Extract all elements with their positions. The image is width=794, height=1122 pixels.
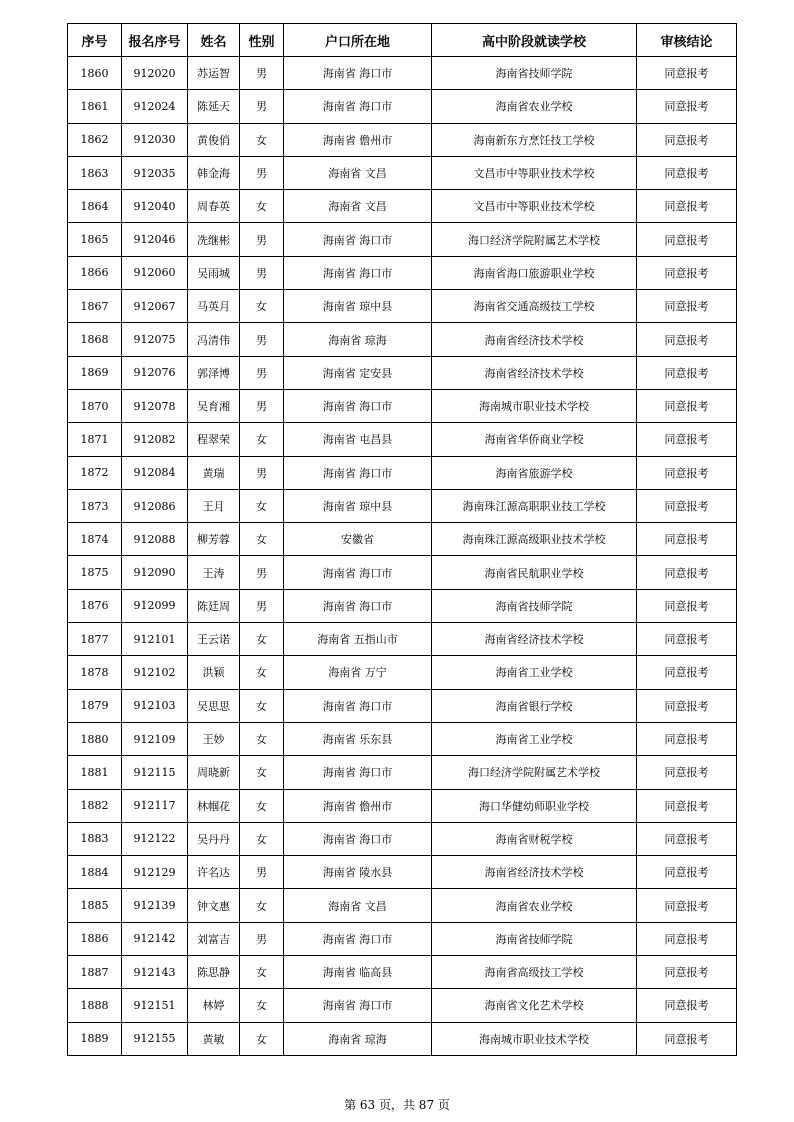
cell-seq: 1873 bbox=[68, 489, 122, 522]
table-row bbox=[68, 123, 737, 156]
cell-reg-no: 912103 bbox=[122, 689, 188, 722]
page-footer: 第 63 页，共 87 页 bbox=[344, 1098, 450, 1112]
cell-school: 海南省技师学院 bbox=[432, 922, 637, 955]
cell-conclusion: 同意报考 bbox=[637, 290, 737, 323]
table-row bbox=[68, 756, 737, 789]
cell-conclusion: 同意报考 bbox=[637, 123, 737, 156]
cell-seq: 1862 bbox=[68, 123, 122, 156]
cell-residence: 海南省 儋州市 bbox=[284, 789, 432, 822]
cell-name: 吴思思 bbox=[188, 689, 240, 722]
cell-reg-no: 912143 bbox=[122, 956, 188, 989]
cell-seq: 1864 bbox=[68, 190, 122, 223]
cell-name: 韩金海 bbox=[188, 156, 240, 189]
cell-residence: 海南省 万宁 bbox=[284, 656, 432, 689]
cell-residence: 海南省 陵水县 bbox=[284, 856, 432, 889]
table-row bbox=[68, 689, 737, 722]
cell-reg-no: 912155 bbox=[122, 1022, 188, 1055]
table-row bbox=[68, 623, 737, 656]
cell-reg-no: 912090 bbox=[122, 556, 188, 589]
cell-residence: 海南省 儋州市 bbox=[284, 123, 432, 156]
cell-reg-no: 912075 bbox=[122, 323, 188, 356]
cell-name: 许名达 bbox=[188, 856, 240, 889]
table-row bbox=[68, 256, 737, 289]
table-row bbox=[68, 856, 737, 889]
cell-gender: 女 bbox=[240, 290, 284, 323]
cell-residence: 海南省 海口市 bbox=[284, 556, 432, 589]
cell-school: 海南省海口旅游职业学校 bbox=[432, 256, 637, 289]
cell-seq: 1879 bbox=[68, 689, 122, 722]
cell-reg-no: 912117 bbox=[122, 789, 188, 822]
cell-residence: 海南省 乐东县 bbox=[284, 722, 432, 755]
cell-school: 海南省华侨商业学校 bbox=[432, 423, 637, 456]
cell-gender: 女 bbox=[240, 822, 284, 855]
cell-reg-no: 912067 bbox=[122, 290, 188, 323]
cell-conclusion: 同意报考 bbox=[637, 90, 737, 123]
cell-conclusion: 同意报考 bbox=[637, 722, 737, 755]
cell-conclusion: 同意报考 bbox=[637, 856, 737, 889]
cell-residence: 海南省 海口市 bbox=[284, 223, 432, 256]
cell-name: 冯清伟 bbox=[188, 323, 240, 356]
cell-name: 陈思静 bbox=[188, 956, 240, 989]
cell-reg-no: 912115 bbox=[122, 756, 188, 789]
cell-residence: 安徽省 bbox=[284, 523, 432, 556]
cell-name: 吴丹丹 bbox=[188, 822, 240, 855]
table-row bbox=[68, 489, 737, 522]
cell-school: 海南省财税学校 bbox=[432, 822, 637, 855]
cell-gender: 男 bbox=[240, 856, 284, 889]
cell-residence: 海南省 琼中县 bbox=[284, 290, 432, 323]
cell-seq: 1865 bbox=[68, 223, 122, 256]
cell-name: 柳芳蓉 bbox=[188, 523, 240, 556]
cell-reg-no: 912060 bbox=[122, 256, 188, 289]
cell-residence: 海南省 文昌 bbox=[284, 190, 432, 223]
cell-school: 海口华健幼师职业学校 bbox=[432, 789, 637, 822]
table-row bbox=[68, 323, 737, 356]
table-row bbox=[68, 722, 737, 755]
cell-seq: 1884 bbox=[68, 856, 122, 889]
table-row bbox=[68, 1022, 737, 1055]
cell-name: 王涛 bbox=[188, 556, 240, 589]
cell-residence: 海南省 文昌 bbox=[284, 889, 432, 922]
cell-seq: 1869 bbox=[68, 356, 122, 389]
cell-gender: 男 bbox=[240, 922, 284, 955]
table-row bbox=[68, 989, 737, 1022]
cell-school: 海南省高级技工学校 bbox=[432, 956, 637, 989]
cell-reg-no: 912101 bbox=[122, 623, 188, 656]
cell-seq: 1871 bbox=[68, 423, 122, 456]
cell-gender: 女 bbox=[240, 623, 284, 656]
cell-seq: 1861 bbox=[68, 90, 122, 123]
cell-seq: 1880 bbox=[68, 722, 122, 755]
cell-gender: 女 bbox=[240, 789, 284, 822]
cell-conclusion: 同意报考 bbox=[637, 922, 737, 955]
cell-gender: 男 bbox=[240, 389, 284, 422]
cell-seq: 1886 bbox=[68, 922, 122, 955]
cell-conclusion: 同意报考 bbox=[637, 556, 737, 589]
cell-name: 陈延天 bbox=[188, 90, 240, 123]
header-gender: 性别 bbox=[240, 24, 284, 57]
cell-seq: 1889 bbox=[68, 1022, 122, 1055]
cell-reg-no: 912046 bbox=[122, 223, 188, 256]
cell-conclusion: 同意报考 bbox=[637, 656, 737, 689]
cell-conclusion: 同意报考 bbox=[637, 156, 737, 189]
cell-gender: 男 bbox=[240, 57, 284, 90]
cell-gender: 女 bbox=[240, 489, 284, 522]
cell-reg-no: 912129 bbox=[122, 856, 188, 889]
cell-school: 海南省工业学校 bbox=[432, 656, 637, 689]
table-row bbox=[68, 223, 737, 256]
cell-conclusion: 同意报考 bbox=[637, 323, 737, 356]
table-row bbox=[68, 556, 737, 589]
cell-conclusion: 同意报考 bbox=[637, 589, 737, 622]
cell-conclusion: 同意报考 bbox=[637, 223, 737, 256]
cell-residence: 海南省 文昌 bbox=[284, 156, 432, 189]
cell-seq: 1882 bbox=[68, 789, 122, 822]
table-row bbox=[68, 389, 737, 422]
cell-conclusion: 同意报考 bbox=[637, 389, 737, 422]
cell-school: 海南省农业学校 bbox=[432, 90, 637, 123]
table-row bbox=[68, 789, 737, 822]
cell-residence: 海南省 琼海 bbox=[284, 1022, 432, 1055]
cell-seq: 1881 bbox=[68, 756, 122, 789]
cell-name: 黄敏 bbox=[188, 1022, 240, 1055]
cell-name: 林帼花 bbox=[188, 789, 240, 822]
cell-school: 海南省民航职业学校 bbox=[432, 556, 637, 589]
cell-school: 海南省经济技术学校 bbox=[432, 356, 637, 389]
cell-residence: 海南省 海口市 bbox=[284, 589, 432, 622]
cell-residence: 海南省 屯昌县 bbox=[284, 423, 432, 456]
cell-school: 海南新东方烹饪技工学校 bbox=[432, 123, 637, 156]
header-name: 姓名 bbox=[188, 24, 240, 57]
cell-residence: 海南省 海口市 bbox=[284, 389, 432, 422]
cell-gender: 女 bbox=[240, 689, 284, 722]
cell-name: 王妙 bbox=[188, 722, 240, 755]
cell-conclusion: 同意报考 bbox=[637, 756, 737, 789]
cell-name: 王月 bbox=[188, 489, 240, 522]
table-row bbox=[68, 656, 737, 689]
cell-gender: 男 bbox=[240, 256, 284, 289]
cell-school: 海南省银行学校 bbox=[432, 689, 637, 722]
cell-school: 海南省技师学院 bbox=[432, 589, 637, 622]
cell-gender: 女 bbox=[240, 1022, 284, 1055]
cell-gender: 女 bbox=[240, 889, 284, 922]
cell-school: 文昌市中等职业技术学校 bbox=[432, 156, 637, 189]
cell-name: 黄俊俏 bbox=[188, 123, 240, 156]
table-row bbox=[68, 290, 737, 323]
cell-name: 王云诺 bbox=[188, 623, 240, 656]
cell-gender: 女 bbox=[240, 756, 284, 789]
table-row bbox=[68, 523, 737, 556]
cell-gender: 男 bbox=[240, 156, 284, 189]
cell-reg-no: 912024 bbox=[122, 90, 188, 123]
cell-conclusion: 同意报考 bbox=[637, 523, 737, 556]
cell-gender: 女 bbox=[240, 123, 284, 156]
cell-conclusion: 同意报考 bbox=[637, 623, 737, 656]
cell-seq: 1870 bbox=[68, 389, 122, 422]
cell-name: 吴育湘 bbox=[188, 389, 240, 422]
cell-conclusion: 同意报考 bbox=[637, 356, 737, 389]
table-row bbox=[68, 956, 737, 989]
table-row bbox=[68, 57, 737, 90]
table-row bbox=[68, 922, 737, 955]
cell-seq: 1885 bbox=[68, 889, 122, 922]
cell-gender: 男 bbox=[240, 90, 284, 123]
cell-school: 海南省经济技术学校 bbox=[432, 856, 637, 889]
cell-conclusion: 同意报考 bbox=[637, 489, 737, 522]
cell-school: 海南省文化艺术学校 bbox=[432, 989, 637, 1022]
table-row bbox=[68, 156, 737, 189]
cell-name: 林婷 bbox=[188, 989, 240, 1022]
cell-seq: 1860 bbox=[68, 57, 122, 90]
cell-school: 文昌市中等职业技术学校 bbox=[432, 190, 637, 223]
cell-conclusion: 同意报考 bbox=[637, 456, 737, 489]
cell-residence: 海南省 海口市 bbox=[284, 689, 432, 722]
cell-school: 海南城市职业技术学校 bbox=[432, 389, 637, 422]
table-row bbox=[68, 589, 737, 622]
cell-gender: 男 bbox=[240, 323, 284, 356]
cell-name: 程翠荣 bbox=[188, 423, 240, 456]
cell-conclusion: 同意报考 bbox=[637, 190, 737, 223]
cell-conclusion: 同意报考 bbox=[637, 956, 737, 989]
cell-school: 海南省工业学校 bbox=[432, 722, 637, 755]
table-row bbox=[68, 822, 737, 855]
cell-gender: 男 bbox=[240, 356, 284, 389]
table-row bbox=[68, 190, 737, 223]
cell-reg-no: 912088 bbox=[122, 523, 188, 556]
cell-gender: 男 bbox=[240, 223, 284, 256]
cell-gender: 男 bbox=[240, 589, 284, 622]
cell-reg-no: 912035 bbox=[122, 156, 188, 189]
cell-seq: 1872 bbox=[68, 456, 122, 489]
cell-name: 周晓新 bbox=[188, 756, 240, 789]
cell-seq: 1866 bbox=[68, 256, 122, 289]
cell-reg-no: 912020 bbox=[122, 57, 188, 90]
cell-name: 周春英 bbox=[188, 190, 240, 223]
cell-reg-no: 912099 bbox=[122, 589, 188, 622]
cell-name: 郭泽博 bbox=[188, 356, 240, 389]
cell-school: 海南省技师学院 bbox=[432, 57, 637, 90]
table-row bbox=[68, 356, 737, 389]
header-residence: 户口所在地 bbox=[284, 24, 432, 57]
cell-residence: 海南省 海口市 bbox=[284, 822, 432, 855]
table-row bbox=[68, 889, 737, 922]
cell-name: 吴雨城 bbox=[188, 256, 240, 289]
cell-school: 海南珠江源高级职业技术学校 bbox=[432, 523, 637, 556]
table-header-row bbox=[68, 24, 737, 57]
cell-seq: 1878 bbox=[68, 656, 122, 689]
table-row bbox=[68, 423, 737, 456]
cell-reg-no: 912139 bbox=[122, 889, 188, 922]
cell-conclusion: 同意报考 bbox=[637, 423, 737, 456]
cell-gender: 女 bbox=[240, 423, 284, 456]
cell-seq: 1863 bbox=[68, 156, 122, 189]
cell-residence: 海南省 海口市 bbox=[284, 90, 432, 123]
cell-conclusion: 同意报考 bbox=[637, 889, 737, 922]
cell-name: 刘富吉 bbox=[188, 922, 240, 955]
cell-name: 黄瑞 bbox=[188, 456, 240, 489]
cell-conclusion: 同意报考 bbox=[637, 689, 737, 722]
cell-gender: 女 bbox=[240, 956, 284, 989]
cell-reg-no: 912040 bbox=[122, 190, 188, 223]
cell-residence: 海南省 海口市 bbox=[284, 756, 432, 789]
cell-school: 海南省农业学校 bbox=[432, 889, 637, 922]
cell-reg-no: 912084 bbox=[122, 456, 188, 489]
cell-reg-no: 912122 bbox=[122, 822, 188, 855]
cell-reg-no: 912151 bbox=[122, 989, 188, 1022]
cell-school: 海南省经济技术学校 bbox=[432, 623, 637, 656]
table-row bbox=[68, 456, 737, 489]
header-conclusion: 审核结论 bbox=[637, 24, 737, 57]
cell-seq: 1868 bbox=[68, 323, 122, 356]
cell-gender: 女 bbox=[240, 190, 284, 223]
cell-seq: 1887 bbox=[68, 956, 122, 989]
cell-residence: 海南省 海口市 bbox=[284, 256, 432, 289]
roster-table bbox=[67, 23, 737, 1056]
cell-reg-no: 912086 bbox=[122, 489, 188, 522]
cell-seq: 1876 bbox=[68, 589, 122, 622]
cell-residence: 海南省 琼中县 bbox=[284, 489, 432, 522]
cell-residence: 海南省 临高县 bbox=[284, 956, 432, 989]
cell-name: 冼继彬 bbox=[188, 223, 240, 256]
cell-name: 钟文惠 bbox=[188, 889, 240, 922]
cell-gender: 女 bbox=[240, 523, 284, 556]
cell-school: 海口经济学院附属艺术学校 bbox=[432, 223, 637, 256]
cell-gender: 男 bbox=[240, 456, 284, 489]
cell-conclusion: 同意报考 bbox=[637, 1022, 737, 1055]
cell-reg-no: 912030 bbox=[122, 123, 188, 156]
table-row bbox=[68, 90, 737, 123]
cell-residence: 海南省 定安县 bbox=[284, 356, 432, 389]
cell-name: 苏运智 bbox=[188, 57, 240, 90]
cell-residence: 海南省 海口市 bbox=[284, 456, 432, 489]
cell-seq: 1877 bbox=[68, 623, 122, 656]
cell-school: 海南省交通高级技工学校 bbox=[432, 290, 637, 323]
cell-residence: 海南省 五指山市 bbox=[284, 623, 432, 656]
cell-residence: 海南省 海口市 bbox=[284, 57, 432, 90]
cell-gender: 女 bbox=[240, 989, 284, 1022]
cell-seq: 1874 bbox=[68, 523, 122, 556]
cell-seq: 1875 bbox=[68, 556, 122, 589]
cell-seq: 1883 bbox=[68, 822, 122, 855]
cell-residence: 海南省 海口市 bbox=[284, 989, 432, 1022]
cell-gender: 女 bbox=[240, 656, 284, 689]
cell-reg-no: 912109 bbox=[122, 722, 188, 755]
cell-gender: 男 bbox=[240, 556, 284, 589]
cell-school: 海南省经济技术学校 bbox=[432, 323, 637, 356]
cell-seq: 1867 bbox=[68, 290, 122, 323]
cell-conclusion: 同意报考 bbox=[637, 822, 737, 855]
cell-reg-no: 912142 bbox=[122, 922, 188, 955]
cell-reg-no: 912102 bbox=[122, 656, 188, 689]
cell-conclusion: 同意报考 bbox=[637, 989, 737, 1022]
cell-reg-no: 912078 bbox=[122, 389, 188, 422]
cell-residence: 海南省 琼海 bbox=[284, 323, 432, 356]
cell-name: 洪颖 bbox=[188, 656, 240, 689]
cell-school: 海南省旅游学校 bbox=[432, 456, 637, 489]
cell-school: 海口经济学院附属艺术学校 bbox=[432, 756, 637, 789]
cell-conclusion: 同意报考 bbox=[637, 256, 737, 289]
cell-reg-no: 912082 bbox=[122, 423, 188, 456]
header-seq: 序号 bbox=[68, 24, 122, 57]
header-reg-no: 报名序号 bbox=[122, 24, 188, 57]
cell-school: 海南城市职业技术学校 bbox=[432, 1022, 637, 1055]
cell-gender: 女 bbox=[240, 722, 284, 755]
cell-reg-no: 912076 bbox=[122, 356, 188, 389]
cell-seq: 1888 bbox=[68, 989, 122, 1022]
cell-residence: 海南省 海口市 bbox=[284, 922, 432, 955]
header-school: 高中阶段就读学校 bbox=[432, 24, 637, 57]
cell-conclusion: 同意报考 bbox=[637, 57, 737, 90]
cell-school: 海南珠江源高职职业技工学校 bbox=[432, 489, 637, 522]
cell-conclusion: 同意报考 bbox=[637, 789, 737, 822]
cell-name: 陈廷周 bbox=[188, 589, 240, 622]
cell-name: 马英月 bbox=[188, 290, 240, 323]
